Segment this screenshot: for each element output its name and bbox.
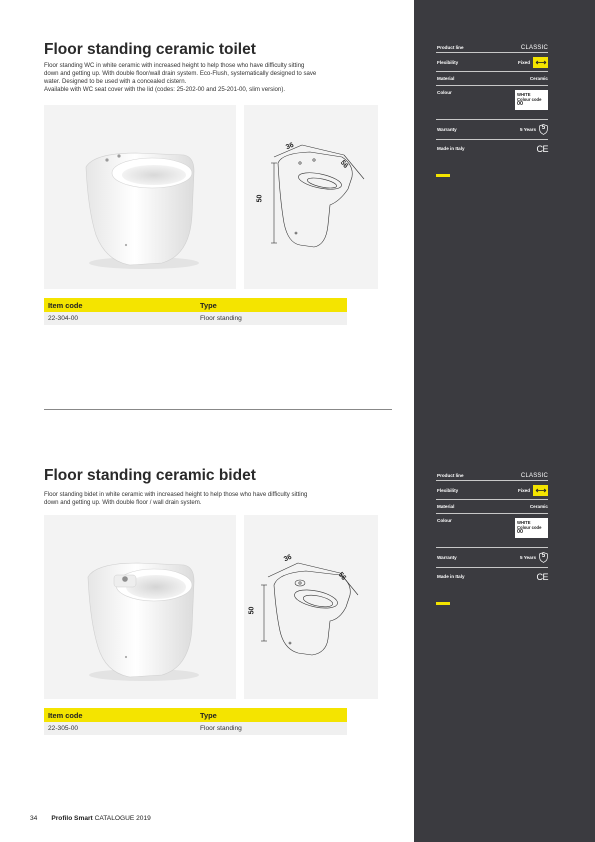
spec-panel xyxy=(436,43,548,157)
spec-row-material xyxy=(436,500,548,514)
product-description xyxy=(44,62,394,94)
dimension-height-label: 50 xyxy=(248,606,256,615)
spec-row-product-line xyxy=(436,471,548,481)
item-code-table xyxy=(44,298,347,325)
spec-value: Ceramic xyxy=(529,76,548,81)
spec-value: 5 Years xyxy=(519,127,536,132)
spec-panel xyxy=(436,471,548,585)
spec-row-made-in xyxy=(436,568,548,585)
item-code-table xyxy=(44,708,347,735)
description-line: down and getting up. With double floor/wall drain system. Eco-Flush, systematically designed to save xyxy=(44,70,317,78)
spec-row-flexibility xyxy=(436,53,548,72)
fixed-arrow-icon xyxy=(533,485,548,496)
spec-row-material xyxy=(436,72,548,86)
description-line: Floor standing WC in white ceramic with increased height to help those who have difficulty sitting xyxy=(44,62,305,69)
dimension-height-label: 50 xyxy=(256,194,264,203)
ce-mark-icon: CE xyxy=(536,571,548,582)
table-header-row xyxy=(44,298,347,312)
spec-label: Product line xyxy=(437,45,464,50)
product-title: Floor standing ceramic bidet xyxy=(44,467,256,484)
colour-swatch xyxy=(515,90,548,110)
fixed-arrow-icon xyxy=(533,57,548,68)
spec-label: Warranty xyxy=(437,127,457,132)
spec-value: Fixed xyxy=(518,487,530,493)
table-row xyxy=(44,312,347,325)
spec-label: Colour xyxy=(437,518,452,523)
spec-row-colour xyxy=(436,514,548,548)
description-line: Floor standing bidet in white ceramic with increased height to help those who have difficulty sitting xyxy=(44,491,308,498)
description-line: water. Designed to be used with a concealed cistern. xyxy=(44,78,187,86)
colour-name: WHITE xyxy=(517,92,531,97)
yellow-accent-mark xyxy=(436,602,450,605)
colour-name: WHITE xyxy=(517,520,531,525)
spec-row-flexibility xyxy=(436,481,548,500)
page-footer xyxy=(30,815,151,822)
spec-label: Warranty xyxy=(437,555,457,560)
section-divider xyxy=(44,409,392,410)
spec-value: CLASSIC xyxy=(520,44,548,51)
bidet-technical-drawing xyxy=(244,515,378,699)
table-header-row xyxy=(44,708,347,722)
yellow-accent-mark xyxy=(436,174,450,177)
spec-label: Material xyxy=(437,76,455,81)
spec-value: Fixed xyxy=(518,59,530,65)
spec-row-product-line xyxy=(436,43,548,53)
type-cell: Floor standing xyxy=(200,725,242,732)
type-cell: Floor standing xyxy=(200,315,242,322)
dimension-width-label: 36 xyxy=(282,553,293,564)
colour-code-label: Colour code xyxy=(517,525,542,531)
spec-label: Flexibility xyxy=(437,59,459,65)
warranty-shield-icon: 5 xyxy=(539,552,548,564)
spec-row-colour xyxy=(436,86,548,120)
item-code-cell: 22-304-00 xyxy=(48,315,79,322)
dimension-width-label: 36 xyxy=(284,141,295,152)
spec-value: CLASSIC xyxy=(520,472,548,479)
spec-value: 5 Years xyxy=(519,555,536,560)
product-title: Floor standing ceramic toilet xyxy=(44,41,256,58)
colour-code: 00 xyxy=(517,529,523,536)
spec-label: Product line xyxy=(437,473,464,478)
toilet-photo xyxy=(44,105,236,289)
spec-label: Material xyxy=(437,504,455,509)
spec-label: Colour xyxy=(437,90,452,95)
bidet-photo xyxy=(44,515,236,699)
spec-row-made-in xyxy=(436,140,548,157)
spec-label: Made in Italy xyxy=(437,574,465,579)
product-description xyxy=(44,491,394,507)
column-header-type: Type xyxy=(200,300,217,310)
spec-value: Ceramic xyxy=(529,504,548,509)
column-header-item-code: Item code xyxy=(48,710,83,720)
dimension-depth-label: 56 xyxy=(336,571,348,582)
warranty-shield-icon: 5 xyxy=(539,124,548,136)
table-row xyxy=(44,722,347,735)
colour-code-label: Colour code xyxy=(517,97,542,103)
column-header-item-code: Item code xyxy=(48,300,83,310)
colour-code: 00 xyxy=(517,101,523,108)
footer-brand: Profilo Smart xyxy=(51,815,93,822)
page-number: 34 xyxy=(30,815,38,822)
spec-row-warranty xyxy=(436,548,548,568)
description-line: Available with WC seat cover with the lid (codes: 25-202-00 and 25-201-00, slim version). xyxy=(44,86,286,94)
column-header-type: Type xyxy=(200,710,217,720)
footer-catalogue: CATALOGUE 2019 xyxy=(94,815,151,822)
item-code-cell: 22-305-00 xyxy=(48,725,79,732)
spec-row-warranty xyxy=(436,120,548,140)
spec-label: Flexibility xyxy=(437,487,459,493)
toilet-technical-drawing xyxy=(244,105,378,289)
ce-mark-icon: CE xyxy=(536,143,548,154)
dimension-depth-label: 56 xyxy=(338,159,350,170)
description-line: down and getting up. With double floor / wall drain system. xyxy=(44,499,202,507)
colour-swatch xyxy=(515,518,548,538)
spec-label: Made in Italy xyxy=(437,146,465,151)
